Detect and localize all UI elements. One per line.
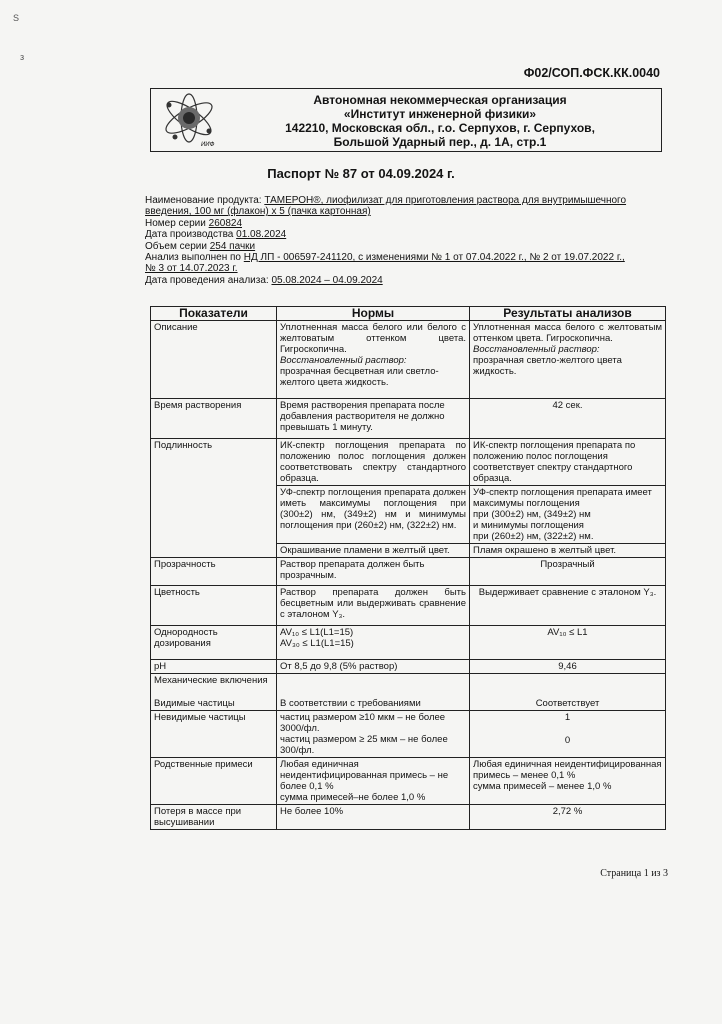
- norm-cell: AV₁₀ ≤ L1(L1=15) AV₃₀ ≤ L1(L1=15): [277, 626, 470, 660]
- organization-logo: [159, 91, 219, 149]
- table-row: [151, 711, 666, 758]
- norm-cell: Раствор препарата должен быть прозрачным.: [277, 558, 470, 586]
- norm-cell: частиц размером ≥10 мкм – не более 3000/фл. частиц размером ≥ 25 мкм – не более 300/фл.: [277, 711, 470, 758]
- norm-cell: УФ-спектр поглощения препарата должен иметь максимумы поглощения при (300±2) нм, (349±2) нм и минимумы поглощения при (260±2) нм, (322±2) нм.: [277, 486, 470, 544]
- norm-cell: Время растворения препарата после добавления растворителя не должно превышать 1 минуту.: [277, 399, 470, 439]
- organization-name: Автономная некоммерческая организация «Институт инженерной физики» 142210, Московская обл., г.о. Серпухов, г. Серпухов, Большой Ударный пер., д. 1А, стр.1: [285, 93, 595, 149]
- param-cell: Цветность: [151, 586, 277, 626]
- param-cell: Описание: [151, 321, 277, 399]
- product-details: [145, 195, 675, 286]
- table-row: [151, 758, 666, 805]
- norm-cell: Любая единичная неидентифицированная примесь – не более 0,1 % сумма примесей–не более 1,0 %: [277, 758, 470, 805]
- param-cell: Родственные примеси: [151, 758, 277, 805]
- result-cell: 42 сек.: [470, 399, 666, 439]
- param-cell: Однородность дозирования: [151, 626, 277, 660]
- production-date-line: Дата производства 01.08.2024: [145, 229, 287, 241]
- document-code: Ф02/СОП.ФСК.КК.0040: [523, 66, 660, 80]
- analysis-basis-line: Анализ выполнен по НД ЛП - 006597-241120, с изменениями № 1 от 07.04.2022 г., № 2 от 19.07.2022 г.,: [145, 252, 625, 264]
- analysis-basis-line-2: № 3 от 14.07.2023 г.: [145, 263, 238, 275]
- result-cell: AV₁₀ ≤ L1: [470, 626, 666, 660]
- result-cell: Пламя окрашено в желтый цвет.: [470, 544, 666, 558]
- result-cell: 1 0: [470, 711, 666, 758]
- norm-cell: Окрашивание пламени в желтый цвет.: [277, 544, 470, 558]
- product-name-line-2: введения, 100 мг (флакон) x 5 (пачка картонная): [145, 206, 371, 218]
- table-row: [151, 439, 666, 486]
- table-row: [151, 674, 666, 711]
- norm-cell: Не более 10%: [277, 805, 470, 830]
- norm-cell: Уплотненная масса белого или белого с желтоватым оттенком цвета. Гигроскопична. Восстановленный раствор: прозрачная бесцветная или светло-желтого цвета жидкость.: [277, 321, 470, 399]
- table-row: [151, 558, 666, 586]
- table-header-row: [151, 307, 666, 321]
- table-row: [151, 399, 666, 439]
- result-cell: 9,46: [470, 660, 666, 674]
- scan-mark: S: [13, 13, 20, 23]
- result-cell: УФ-спектр поглощения препарата имеет максимумы поглощения при (300±2) нм, (349±2) нм и минимумы поглощения при (260±2) нм, (322±2) нм.: [470, 486, 666, 544]
- param-cell: Прозрачность: [151, 558, 277, 586]
- norm-cell: От 8,5 до 9,8 (5% раствор): [277, 660, 470, 674]
- series-number-line: Номер серии 260824: [145, 217, 243, 229]
- table-row: [151, 805, 666, 830]
- result-cell: Соответствует: [470, 674, 666, 711]
- param-cell: Механические включения Видимые частицы: [151, 674, 277, 711]
- passport-title: Паспорт № 87 от 04.09.2024 г.: [267, 166, 455, 181]
- table-row: [151, 660, 666, 674]
- page-number: Страница 1 из 3: [600, 868, 668, 879]
- header-norms: Нормы: [277, 307, 470, 321]
- result-cell: Любая единичная неидентифицированная примесь – менее 0,1 % сумма примесей – менее 1,0 %: [470, 758, 666, 805]
- param-cell: Время растворения: [151, 399, 277, 439]
- header-parameters: Показатели: [151, 307, 277, 321]
- param-cell: Невидимые частицы: [151, 711, 277, 758]
- product-name-line: Наименование продукта: ТАМЕРОН®, лиофилизат для приготовления раствора для внутримышечного: [145, 195, 627, 206]
- logo-lettering: ИИФ: [201, 142, 215, 148]
- param-cell: pH: [151, 660, 277, 674]
- param-cell: Потеря в массе при высушивании: [151, 805, 277, 830]
- results-table: [150, 306, 666, 830]
- norm-cell: В соответствии с требованиями: [277, 674, 470, 711]
- result-cell: Выдерживает сравнение с эталоном Y₃.: [470, 586, 666, 626]
- series-volume-line: Объем серии 254 пачки: [145, 240, 256, 252]
- result-cell: ИК-спектр поглощения препарата по положению полос поглощения соответствует спектру стандартного образца.: [470, 439, 666, 486]
- result-cell: Уплотненная масса белого с желтоватым оттенком цвета. Гигроскопична. Восстановленный раствор: прозрачная светло-желтого цвета жидкость.: [470, 321, 666, 399]
- organization-header: [150, 88, 662, 152]
- norm-cell: ИК-спектр поглощения препарата по положению полос поглощения должен соответствовать спектру стандартного образца.: [277, 439, 470, 486]
- table-row: [151, 626, 666, 660]
- result-cell: 2,72 %: [470, 805, 666, 830]
- header-results: Результаты анализов: [470, 307, 666, 321]
- analysis-date-line: Дата проведения анализа: 05.08.2024 – 04.09.2024: [145, 274, 383, 286]
- scan-mark: з: [20, 52, 25, 62]
- result-cell: Прозрачный: [470, 558, 666, 586]
- norm-cell: Раствор препарата должен быть бесцветным или выдерживать сравнение с эталоном Y₃.: [277, 586, 470, 626]
- table-row: [151, 586, 666, 626]
- table-row: [151, 321, 666, 399]
- param-cell: Подлинность: [151, 439, 277, 558]
